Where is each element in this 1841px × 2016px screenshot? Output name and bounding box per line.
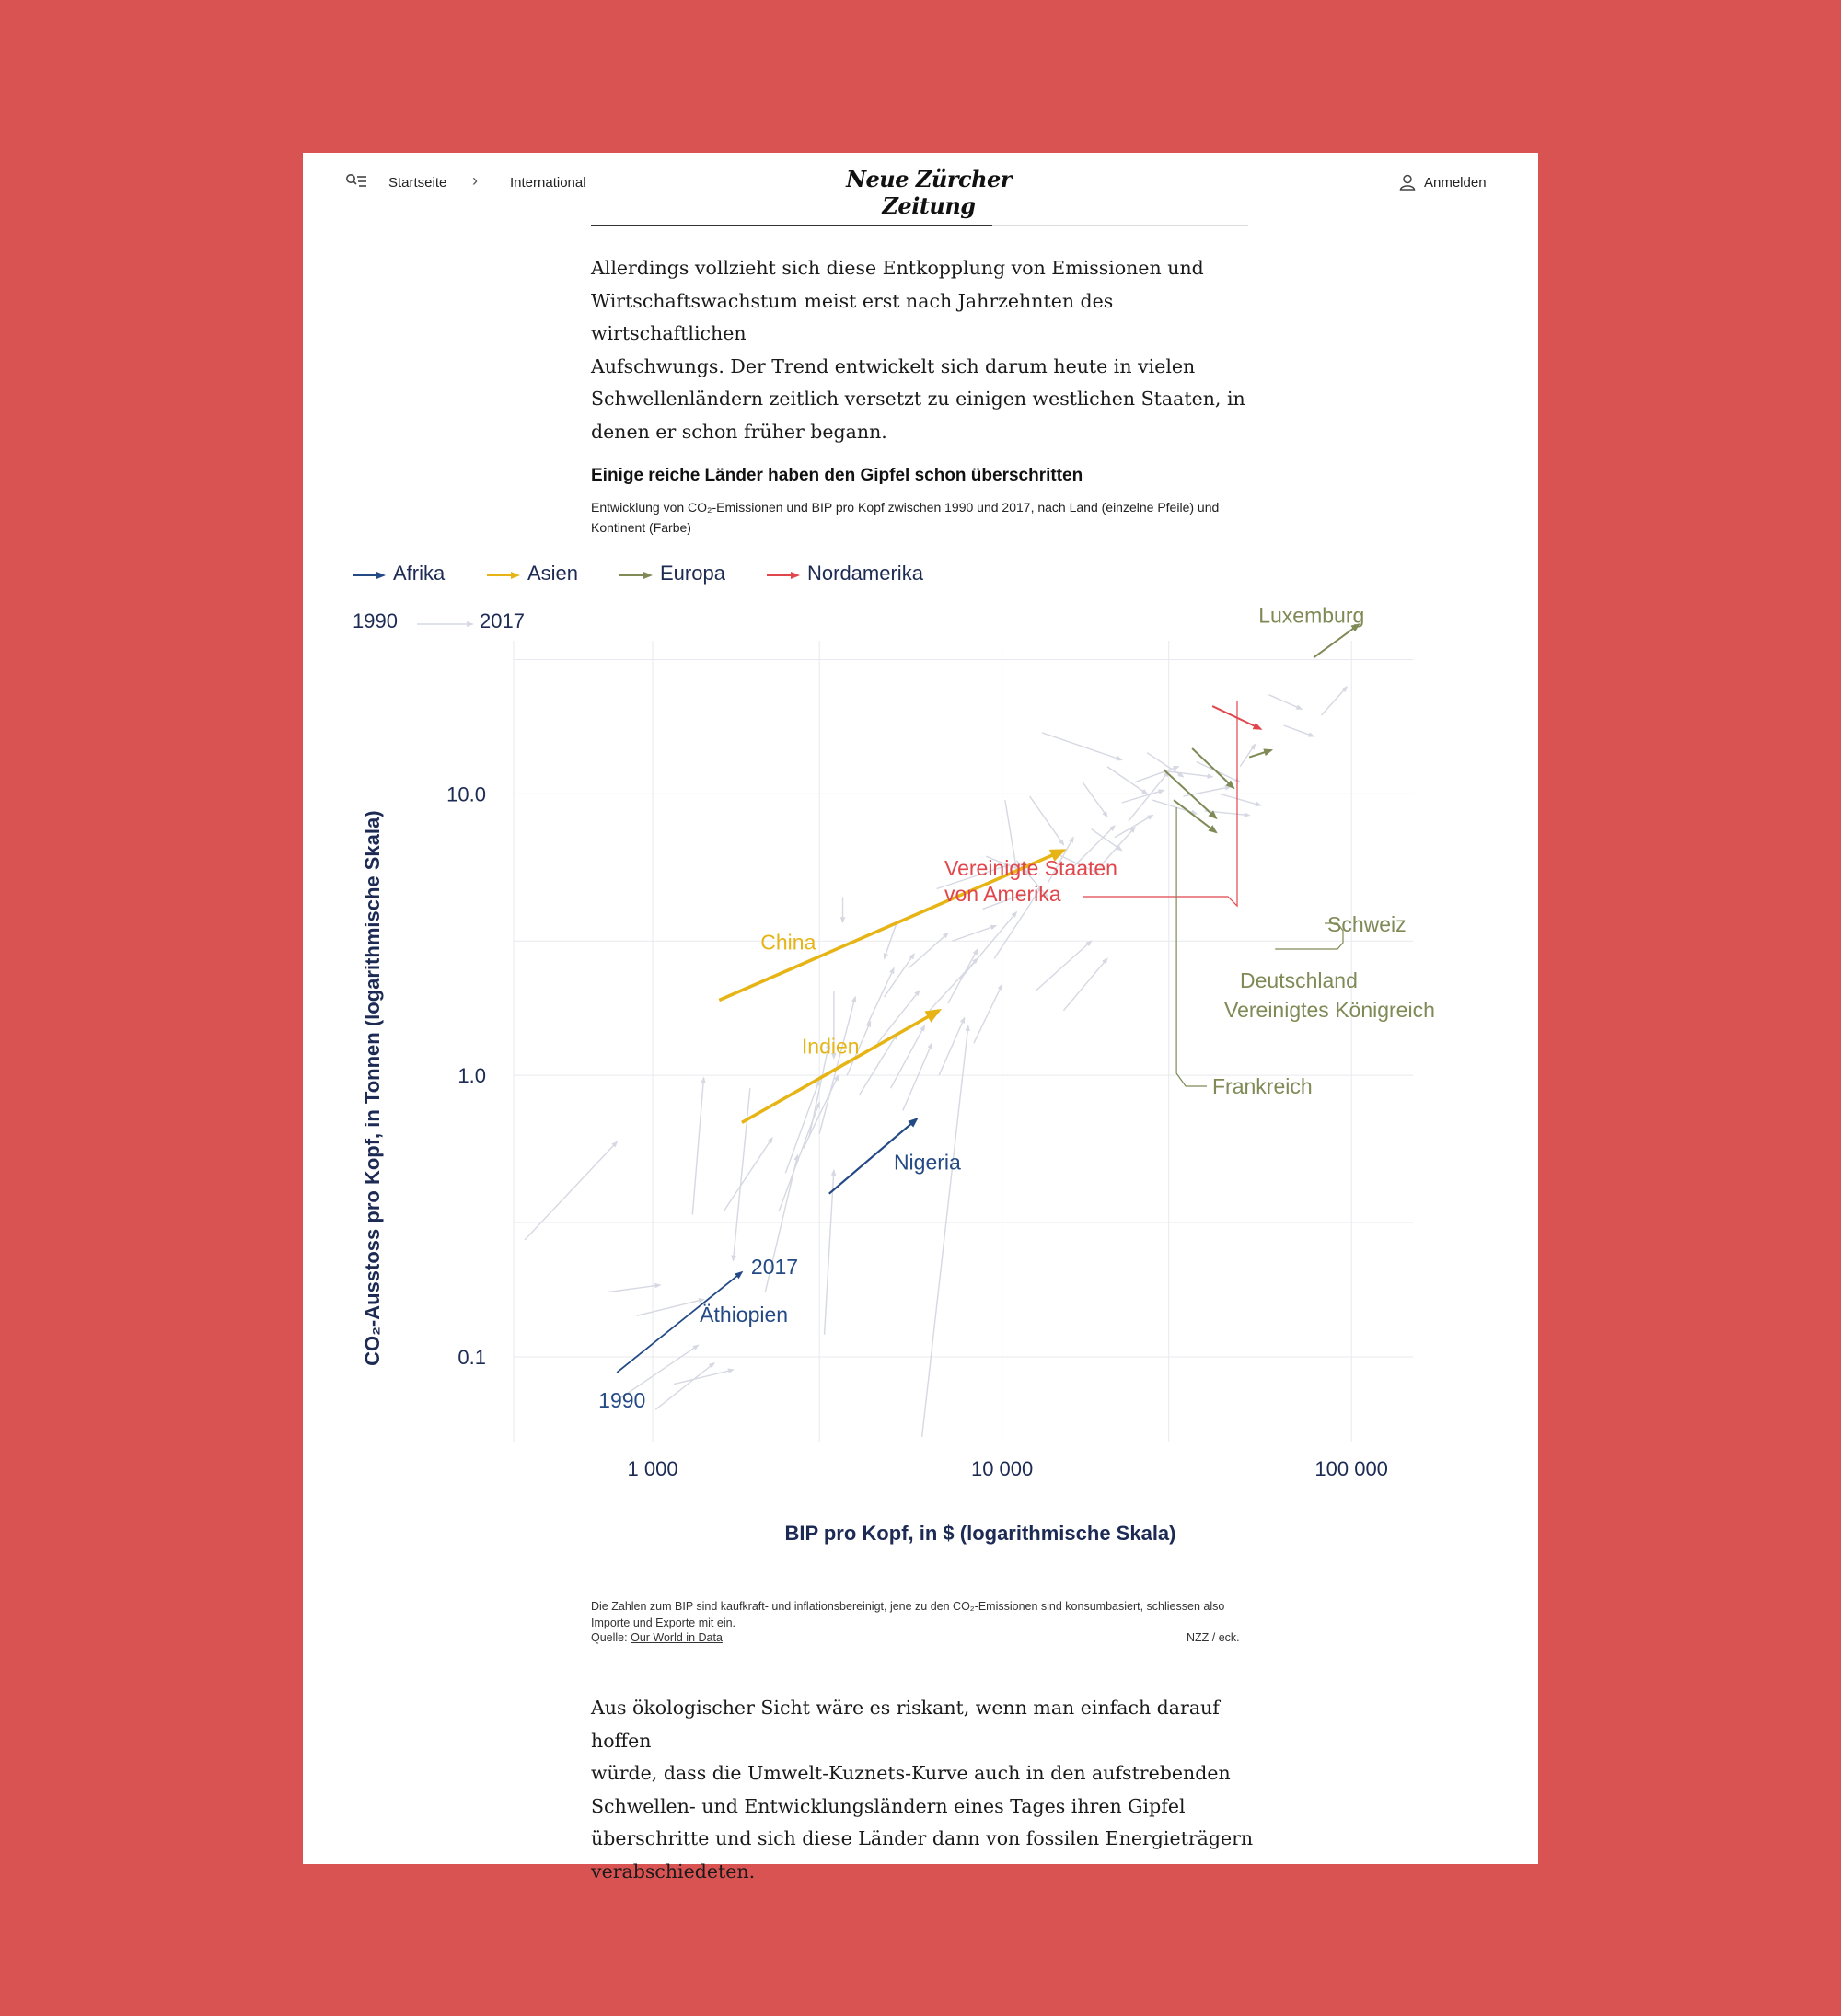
label-indien: Indien [801,1034,860,1059]
text-line: denen er schon früher begann. [591,420,887,443]
country-arrow [952,926,995,942]
login-label: Anmelden [1424,175,1487,191]
text-line: Wirtschaftswachstum meist erst nach Jahrzehnten des wirtschaftlichen [591,289,1114,344]
label-year-1990: 1990 [598,1387,646,1412]
legend-arrow-asien [487,570,520,581]
country-arrow [1030,796,1064,844]
country-arrow [867,968,894,1025]
legend-arrow-afrika [353,570,386,581]
country-arrow [909,933,948,968]
label-china: China [760,930,816,955]
text-line: Allerdings vollzieht sich diese Entkopplung von Emissionen und [591,257,1204,279]
text-line: Schwellenländern zeitlich versetzt zu einigen westlichen Staaten, in [591,388,1245,410]
text-line: würde, dass die Umwelt-Kuznets-Kurve auch in den aufstrebenden [591,1762,1231,1784]
text-line: Aufschwungs. Der Trend entwickelt sich darum heute in vielen [591,354,1196,377]
x-tick-label: 1 000 [627,1457,678,1480]
breadcrumb-startseite[interactable]: Startseite [388,175,447,191]
text-line: Aus ökologischer Sicht wäre es riskant, wenn man einfach darauf hoffen [591,1697,1220,1752]
source-prefix: Quelle: [591,1631,628,1644]
nzz-logo[interactable]: Neue Zürcher Zeitung [846,166,1012,219]
breadcrumb-international[interactable]: International [510,175,586,191]
country-arrow [1042,733,1122,760]
country-arrow [1268,695,1302,710]
chart-credit: NZZ / eck. [1187,1631,1240,1644]
country-arrow [825,1170,834,1334]
year-key-end: 2017 [480,609,525,632]
menu-search-icon[interactable] [345,173,367,191]
chart-legend [353,562,1181,593]
country-arrow [779,1103,819,1211]
country-arrow [1063,958,1106,1010]
country-arrow [885,954,914,997]
country-arrow [1169,771,1212,777]
country-arrow [1284,725,1314,736]
label-deutschland: Deutschland [1240,968,1358,992]
chart-footnote: Die Zahlen zum BIP sind kaufkraft- und inflationsbereinigt, jene zu den CO₂-Emissionen sind konsumbasiert, schliessen also Importe und Exporte mit ein. [591,1600,1225,1629]
country-arrow [655,1363,714,1409]
legend-label-asien: Asien [527,562,579,585]
chart-source [591,1631,723,1644]
country-arrow [637,1300,704,1316]
legend-label-nordamerika: Nordamerika [807,562,923,585]
year-key-start: 1990 [353,609,398,632]
year-direction-key [353,609,555,637]
country-arrow [1220,794,1260,805]
label-leaders [1083,701,1343,1086]
leader-line [1176,807,1207,1086]
country-arrow [1129,771,1169,821]
legend-label-europa: Europa [660,562,725,585]
grid [514,641,1413,1442]
label-aethiopien: Äthiopien [700,1302,789,1327]
country-arrow [1036,941,1091,991]
axes [361,782,1388,1545]
text-line: Schwellen- und Entwicklungsländern eines Tages ihren Gipfel [591,1794,1186,1817]
country-arrow [692,1078,703,1215]
country-arrow [1321,687,1347,715]
country-arrow [960,912,1016,979]
arrow-vereinigte-staaten-von-amerika [1212,706,1260,729]
country-arrow [939,1018,965,1075]
x-tick-label: 100 000 [1314,1457,1388,1480]
background-country-arrows [525,687,1347,1437]
country-labels [598,603,1435,1412]
label-luxemburg: Luxemburg [1258,603,1365,628]
text-line: verabschiedeten. [591,1860,756,1883]
arrow-indien [742,1011,939,1123]
country-arrow [903,1043,932,1110]
chevron-right-icon: › [472,171,478,190]
article-paragraph-1 [591,252,1254,448]
section-divider [591,225,992,226]
x-tick-label: 10 000 [970,1457,1034,1480]
label-frankreich: Frankreich [1212,1074,1313,1098]
chart-subtitle: Entwicklung von CO₂-Emissionen und BIP pro Kopf zwischen 1990 und 2017, nach Land (einzelne Pfeile) und Kontinent (Farbe) [591,500,1220,535]
country-arrow [525,1142,617,1241]
country-arrow [1122,790,1164,803]
country-arrow [974,985,1002,1044]
label-vereinigtes-koenigreich: Vereinigtes Königreich [1224,998,1435,1022]
section-divider-light [992,225,1248,226]
country-arrow [1197,762,1240,782]
legend-arrow-europa [619,570,653,581]
y-tick-label: 1.0 [457,1064,486,1088]
arrow-schweiz [1249,750,1271,758]
x-axis-label: BIP pro Kopf, in $ (logarithmische Skala) [784,1522,1176,1545]
chart-title: Einige reiche Länder haben den Gipfel schon überschritten [591,466,1083,485]
country-arrow [1115,816,1152,838]
arrow-luxemburg [1314,624,1359,657]
article-page [303,153,1538,1883]
country-arrow [1083,782,1107,817]
label-usa: Vereinigte Staaten von Amerika [944,856,1117,906]
article-paragraph-2 [591,1692,1254,1888]
scatter-arrow-chart [303,603,1538,1580]
country-arrow [922,1025,968,1436]
source-link[interactable]: Our World in Data [631,1631,723,1644]
year-key-arrow [417,620,474,628]
top-navigation [303,153,1538,219]
y-tick-label: 10.0 [446,782,486,806]
legend-label-afrika: Afrika [393,562,446,585]
label-year-2017: 2017 [750,1254,799,1279]
arrow-frankreich [1174,800,1216,832]
y-tick-label: 0.1 [457,1345,486,1369]
y-axis-label: CO₂-Ausstoss pro Kopf, in Tonnen (logarithmische Skala) [361,810,384,1366]
user-icon [1398,173,1417,191]
arrow-deutschland [1192,748,1233,788]
legend-arrow-nordamerika [767,570,800,581]
label-schweiz: Schweiz [1327,912,1407,936]
country-arrow [724,1138,772,1211]
label-nigeria: Nigeria [893,1150,961,1175]
text-line: überschritte und sich diese Länder dann von fossilen Energieträgern [591,1827,1254,1849]
